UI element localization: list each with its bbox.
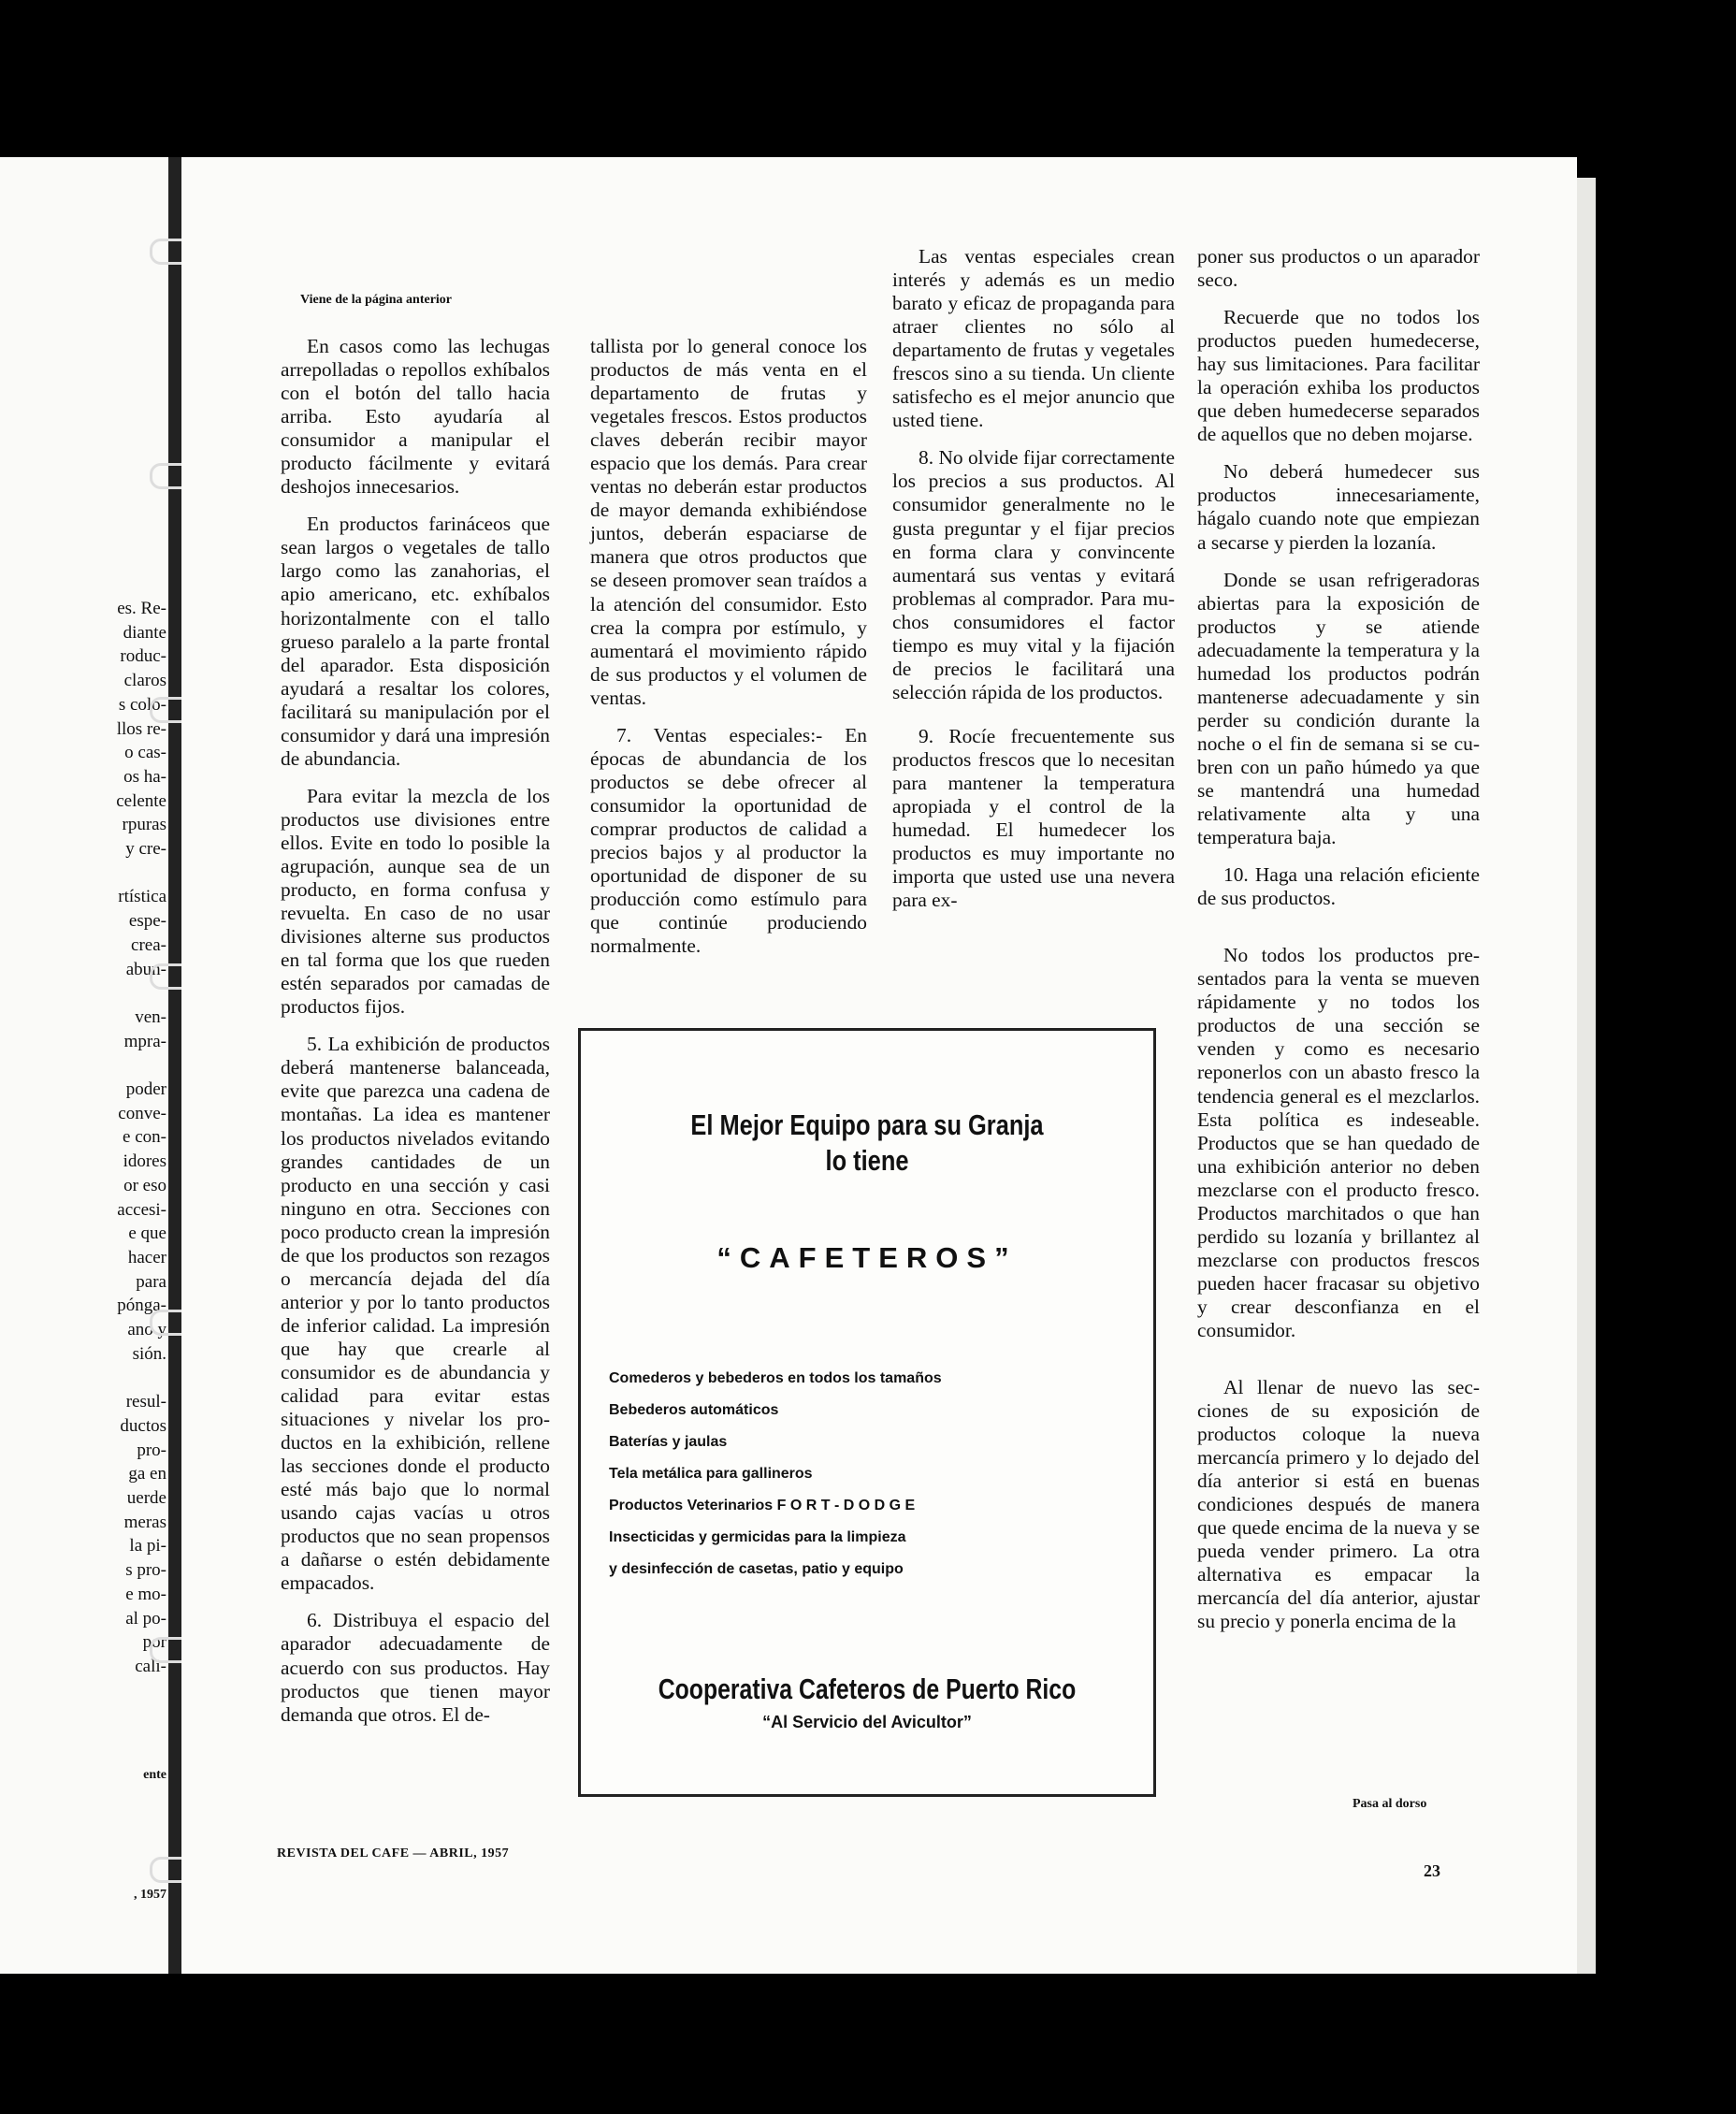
previous-page-line: uerde <box>126 1488 166 1509</box>
previous-page-text <box>0 597 166 1679</box>
ad-headline-line: lo tiene <box>825 1144 909 1177</box>
ad-product-item: Comederos y bebederos en todos los tamaños <box>609 1370 942 1386</box>
paragraph: 9. Rocíe frecuentemente sus productos frescos que lo necesitan para mantener la temperatura apropiada y el control de la humedad. El humedecer los productos es muy importante no importa que usted use una nevera para ex- <box>892 724 1175 912</box>
previous-page-line: roduc- <box>120 646 166 667</box>
paragraph: tallista por lo general conoce los productos de más venta en el departamento de frutas y vegetales frescos. Estos productos claves deberán recibir mayor espacio que los demás. Para crear ventas no deberán estar productos de mayor demanda exhibiéndose juntos, deberán espaciarse de manera que otros productos que se deseen promover sean traídos a la atención del consumidor. Esto crea la compra por estímulo, y aumentará el movimiento rápido de sus productos y el volumen de ventas. <box>590 335 867 709</box>
paragraph: 10. Haga una relación eficiente de sus productos. <box>1197 863 1480 910</box>
previous-page-line: abun- <box>125 959 166 979</box>
paragraph: poner sus productos o un aparador seco. <box>1197 245 1480 292</box>
text-column-1 <box>281 335 550 1741</box>
previous-page-line: para <box>136 1271 166 1292</box>
previous-page-strip <box>0 157 172 1974</box>
ad-product-item: Productos Veterinarios F O R T - D O D G E <box>609 1498 916 1513</box>
paragraph: 6. Distribuya el espacio del aparador adecuadamente de acuerdo con sus productos. Hay productos que tienen mayor demanda que otros. El de- <box>281 1609 550 1726</box>
text-column-3 <box>892 245 1175 926</box>
paragraph: Al llenar de nuevo las secciones de su exposición de productos coloque la nueva mercancía primero y lo dejado del día anterior si está en buenas condiciones después de manera que quede encima de la nueva y se pueda vender primero. La otra alternativa es empacar la mercancía del día anterior, ajustar su precio y ponerla encima de la <box>1197 1376 1480 1633</box>
binding-spine <box>168 157 181 1974</box>
previous-page-line: hacer <box>127 1247 166 1267</box>
previous-page-line: diante <box>123 622 166 643</box>
previous-page-line: ven- <box>135 1006 166 1027</box>
previous-page-line: es. Re- <box>117 599 166 618</box>
previous-page-line: llos re- <box>116 718 166 739</box>
previous-page-line <box>0 981 166 1006</box>
ad-cooperative-name: Cooperativa Cafeteros de Puerto Rico <box>658 1672 1077 1705</box>
paragraph: 5. La exhibición de productos deberá mantenerse balanceada, evite que parezca una cadena de montañas. La idea es mantener los productos nivelados evitando grandes cantidades de un producto en una sección y casi ninguno en otra. Secciones con poco producto crean la impresión de que los productos son rezagos o mercancía dejada del día anterior y por lo tanto productos de inferior calidad. La impresión que hay que crearle al consumidor es de abundancia y calidad para evitar estas situaciones y nivelar los productos en la exhibición, rellene las secciones donde el producto esté más bajo que lo normal usando cajas vacías u otros productos que no sean propensos a dañarse o estén debidamente empacados. <box>281 1033 550 1595</box>
previous-page-line: e que <box>128 1224 166 1244</box>
previous-page-line: s colo- <box>118 694 166 715</box>
previous-page-line <box>0 862 166 886</box>
paragraph: Para evitar la mezcla de los productos use divisiones entre ellos. Evite en todo lo posible la agrupación, aunque sea de un producto, en forma confusa y revuelta. En caso de no usar divisiones alterne sus productos en tal forma que los que rueden estén separados por camadas de productos fijos. <box>281 784 550 1019</box>
paragraph: 7. Ventas especiales:- En épocas de abundancia de los productos se debe ofrecer al consumidor la oportunidad de comprar productos de calidad a precios bajos y al productor la oportunidad de disponer de su producción como estímulo para que continúe produciendo normalmente. <box>590 723 867 958</box>
paragraph: No deberá humedecer sus productos innecesariamente, hágalo cuando note que empiezan a secarse y pierden la lozanía. <box>1197 460 1480 554</box>
ad-product-item: y desinfección de casetas, patio y equipo <box>609 1561 904 1577</box>
magazine-footer: REVISTA DEL CAFE — ABRIL, 1957 <box>277 1846 510 1861</box>
ad-headline-line: El Mejor Equipo para su Granja <box>690 1108 1044 1141</box>
ad-product-list <box>609 1363 1133 1586</box>
previous-page-line: ga en <box>128 1464 166 1484</box>
previous-page-line: meras <box>123 1512 166 1532</box>
previous-page-line: al po- <box>125 1608 166 1629</box>
previous-page-line: cali- <box>135 1656 166 1676</box>
previous-page-line: claros <box>123 671 166 691</box>
ad-product-item: Bebederos automáticos <box>609 1402 779 1418</box>
previous-page-line: ano y <box>127 1320 166 1340</box>
text-column-4 <box>1197 245 1480 1648</box>
previous-page-footer: , 1957 <box>134 1888 166 1902</box>
paragraph: 8. No olvide fijar correctamente los precios a sus productos. Al consumidor generalmente no le gusta preguntar y el fijar precios en forma clara y convincente aumentará sus ventas y evitará problemas al comprador. Para muchos consumidores el factor tiempo es muy vital y la fijación de precios le facilitará una selección rápida de los productos. <box>892 446 1175 703</box>
previous-page-line: por <box>142 1632 166 1653</box>
previous-page-line: poder <box>125 1079 166 1100</box>
previous-page-line <box>0 1053 166 1078</box>
previous-page-line: pro- <box>137 1440 166 1460</box>
previous-page-line: sión. <box>132 1343 166 1364</box>
paragraph: Las ventas especiales crean interés y además es un medio barato y eficaz de propaganda para atraer clientes no sólo al departamento de frutas y vegetales frescos sino a su tienda. Un cliente satisfecho es el mejor anuncio que usted tiene. <box>892 245 1175 432</box>
ad-product-item: Baterías y jaulas <box>609 1434 728 1450</box>
previous-page-line: idores <box>123 1151 166 1172</box>
previous-page-line: ductos <box>120 1415 166 1436</box>
magazine-page <box>181 157 1577 1974</box>
previous-page-line: rtística <box>118 887 166 907</box>
previous-page-line: e mo- <box>125 1584 166 1604</box>
continued-from-label: Viene de la página anterior <box>300 293 453 307</box>
previous-page-line: pónga- <box>117 1296 166 1316</box>
previous-page-line: rpuras <box>122 815 166 835</box>
previous-page-line: resul- <box>125 1392 166 1412</box>
previous-page-continued: ente <box>143 1768 166 1782</box>
previous-page-line <box>0 1367 166 1391</box>
page-edge <box>1577 178 1596 1974</box>
previous-page-line: y cre- <box>125 839 166 860</box>
previous-page-line: crea- <box>131 934 166 955</box>
ad-product-item: Insecticidas y germicidas para la limpieza <box>609 1529 906 1545</box>
continued-overleaf-label: Pasa al dorso <box>1353 1797 1427 1811</box>
previous-page-line: espe- <box>128 911 166 932</box>
previous-page-line: s pro- <box>125 1560 166 1581</box>
previous-page-line: conve- <box>118 1103 166 1123</box>
paragraph: En productos farináceos que sean largos o vegetales de tallo largo como las zanahorias, el apio americano, etc. exhíbalos horizontalmente con el tallo grueso paralelo a la parte frontal del aparador. Esta disposición ayudará a resaltar los colores, facilitará su manipulación por el consumidor y dará una impresión de abundancia. <box>281 513 550 770</box>
ad-product-item: Tela metálica para gallineros <box>609 1466 813 1482</box>
ad-brand-name: “CAFETEROS” <box>716 1241 1018 1274</box>
advertisement-box <box>578 1028 1156 1797</box>
previous-page-line: celente <box>116 790 166 811</box>
previous-page-line: mpra- <box>123 1031 166 1051</box>
previous-page-line: accesi- <box>117 1199 166 1220</box>
text-column-2 <box>590 335 867 972</box>
previous-page-line: os ha- <box>123 766 166 787</box>
paragraph: En casos como las lechugas arrepolladas o repollos exhíbalos con el botón del tallo hacia arriba. Esto ayudaría al consumidor a manipular el producto fácilmente y evitará deshojos innecesarios. <box>281 335 550 499</box>
paragraph: Donde se usan refrigeradoras abiertas para la exposición de productos y se atiende adecuadamente la temperatura y la humedad los productos podrán mantenerse adecuadamente y sin perder su condición durante la noche o el fin de semana si se cubren con un paño húmedo ya que se mantendrá una humedad relativamente alta y una temperatura baja. <box>1197 568 1480 849</box>
previous-page-line: or eso <box>123 1175 166 1195</box>
paragraph: Recuerde que no todos los productos pueden humedecerse, hay sus limitaciones. Para facilitar la operación exhiba los productos que deben humedecerse separados de aquellos que no deben mojarse. <box>1197 306 1480 446</box>
previous-page-line: o cas- <box>124 743 166 763</box>
paragraph: No todos los productos presentados para la venta se mueven rápidamente y no todos los productos de una sección se venden y como es necesario reponerlos con un abasto fresco la tendencia general es el mezclarlos. Esta política es indeseable. Productos que se han quedado de una exhibición anterior no deben mezclarse con el producto fresco. Productos marchitados o que han perdido su lozanía y brillantez al mezclarse con productos frescos pueden hacer fracasar su objetivo y crear desconfianza en el consumidor. <box>1197 944 1480 1341</box>
previous-page-line: e con- <box>123 1127 166 1148</box>
ad-headline <box>632 1108 1102 1179</box>
page-number: 23 <box>1424 1861 1440 1880</box>
ad-slogan: “Al Servicio del Avicultor” <box>762 1713 972 1731</box>
previous-page-line: la pi- <box>129 1536 166 1557</box>
